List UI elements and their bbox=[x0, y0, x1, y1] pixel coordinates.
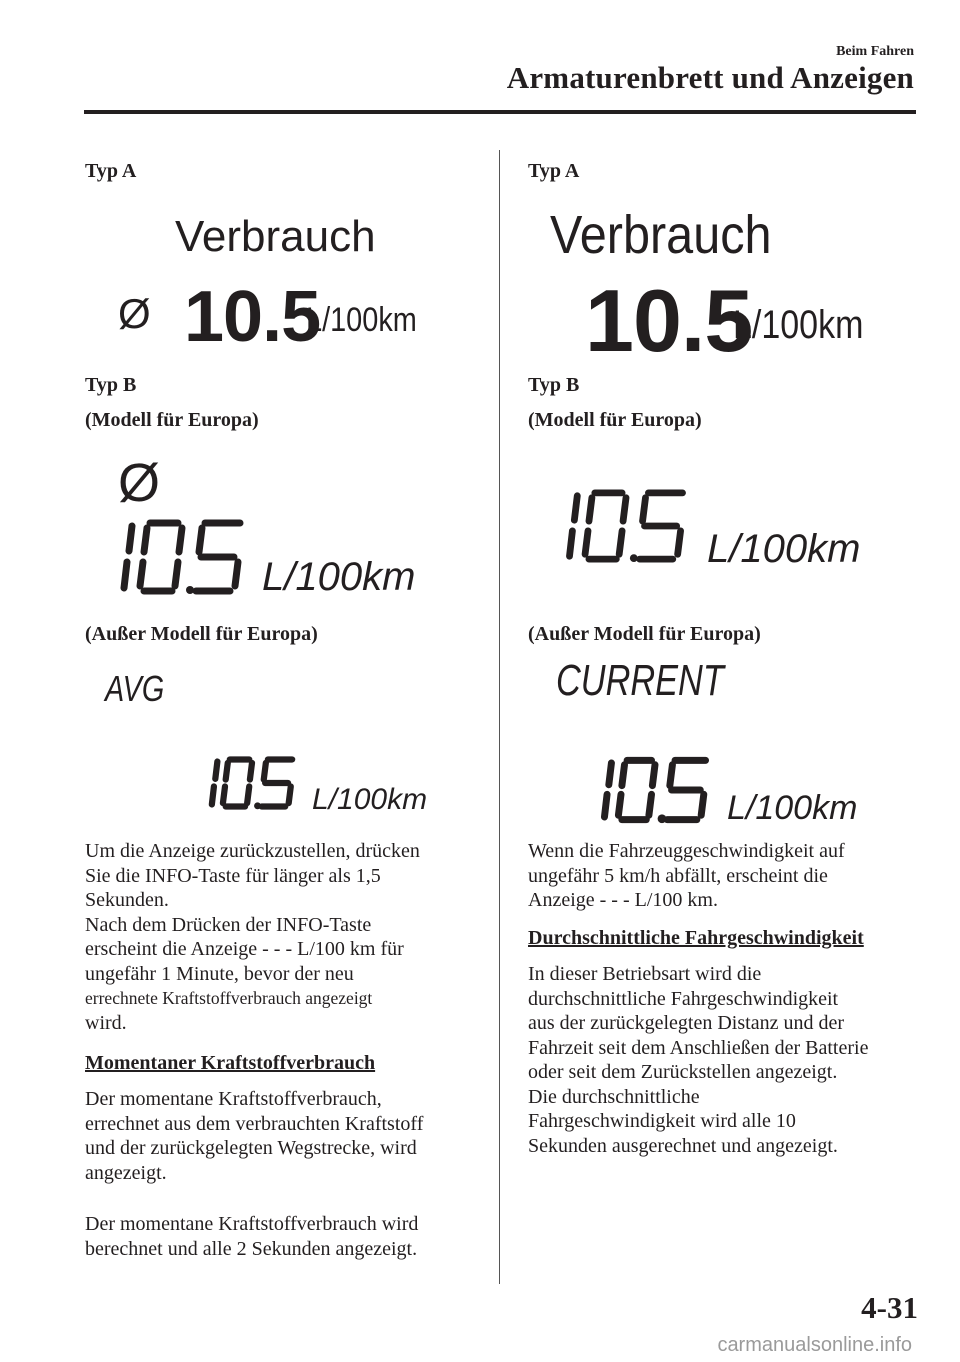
current-label: CURRENT bbox=[556, 656, 724, 705]
section-label: Beim Fahren bbox=[836, 44, 914, 59]
text-line: Fahrgeschwindigkeit wird alle 10 bbox=[528, 1110, 796, 1132]
unit-label-right-a: L/100km bbox=[733, 303, 864, 347]
header-rule bbox=[84, 110, 916, 114]
segment-display-non-europe-left bbox=[200, 756, 304, 810]
text-line: durchschnittliche Fahrgeschwindigkeit bbox=[528, 987, 839, 1010]
text-line: Wenn die Fahrzeuggeschwindigkeit auf bbox=[528, 840, 845, 862]
unit-label-europe-right: L/100km bbox=[707, 527, 861, 571]
unit-label-europe-left: L/100km bbox=[262, 555, 416, 599]
low-speed-note bbox=[528, 839, 928, 913]
avg-speed-description bbox=[528, 962, 928, 1158]
text-line: errechnet aus dem verbrauchten Kraftstoff bbox=[85, 1112, 424, 1135]
segment-display-europe-right bbox=[557, 488, 695, 564]
europe-label-left: (Modell für Europa) bbox=[85, 409, 259, 431]
text-line: oder seit dem Zurückstellen angezeigt. bbox=[528, 1061, 838, 1083]
text-line: Der momentane Kraftstoffverbrauch, bbox=[85, 1088, 382, 1110]
text-line: Anzeige - - - L/100 km. bbox=[528, 889, 718, 911]
non-europe-label-right: (Außer Modell für Europa) bbox=[528, 623, 761, 645]
momentary-description bbox=[85, 1087, 485, 1185]
typ-a-label-left: Typ A bbox=[85, 160, 137, 182]
text-line: und der zurückgelegten Wegstrecke, wird bbox=[85, 1137, 417, 1159]
europe-label-right: (Modell für Europa) bbox=[528, 409, 702, 431]
text-line: angezeigt. bbox=[85, 1161, 167, 1184]
reset-instructions bbox=[85, 839, 485, 1035]
avg-speed-heading: Durchschnittliche Fahrgeschwindigkeit bbox=[528, 927, 864, 949]
unit-label-non-europe-right: L/100km bbox=[727, 789, 858, 827]
text-line: berechnet und alle 2 Sekunden angezeigt. bbox=[85, 1237, 418, 1260]
segment-display-non-europe-right bbox=[594, 756, 716, 824]
text-line: Nach dem Drücken der INFO-Taste bbox=[85, 913, 372, 936]
text-line: Sekunden ausgerechnet und angezeigt. bbox=[528, 1134, 838, 1157]
page-number: 4-31 bbox=[861, 1290, 918, 1325]
verbrauch-word-right: Verbrauch bbox=[550, 205, 772, 265]
average-symbol-europe-left: Ø bbox=[118, 453, 161, 513]
text-line: Fahrzeit seit dem Anschließen der Batterie bbox=[528, 1036, 869, 1059]
unit-label-left-a: L/100km bbox=[306, 301, 417, 339]
text-line: Die durchschnittliche bbox=[528, 1085, 700, 1108]
text-line: ungefähr 1 Minute, bevor der neu bbox=[85, 962, 354, 985]
unit-label-non-europe-left: L/100km bbox=[312, 783, 428, 816]
avg-label: AVG bbox=[105, 668, 165, 709]
text-line: aus der zurückgelegten Distanz und der bbox=[528, 1012, 844, 1034]
text-line: Sie die INFO-Taste für länger als 1,5 bbox=[85, 864, 381, 887]
text-line: errechnete Kraftstoffverbrauch angezeigt bbox=[85, 988, 373, 1008]
text-line: Der momentane Kraftstoffverbrauch wird bbox=[85, 1213, 419, 1235]
consumption-value-right: 10.5 bbox=[585, 271, 753, 370]
average-symbol-left: Ø bbox=[118, 290, 151, 337]
momentary-description-2 bbox=[85, 1212, 485, 1261]
column-divider bbox=[499, 150, 500, 1284]
page-title: Armaturenbrett und Anzeigen bbox=[506, 60, 914, 95]
momentary-heading: Momentaner Kraftstoffverbrauch bbox=[85, 1052, 376, 1074]
text-line: Sekunden. bbox=[85, 889, 169, 911]
text-line: In dieser Betriebsart wird die bbox=[528, 963, 762, 985]
consumption-value-left: 10.5 bbox=[184, 277, 321, 357]
typ-b-label-left: Typ B bbox=[85, 374, 137, 396]
text-line: ungefähr 5 km/h abfällt, erscheint die bbox=[528, 864, 828, 887]
text-line: Um die Anzeige zurückzustellen, drücken bbox=[85, 840, 420, 862]
watermark: carmanualsonline.info bbox=[717, 1334, 912, 1356]
segment-display-europe-left bbox=[112, 518, 252, 596]
typ-b-label-right: Typ B bbox=[528, 374, 580, 396]
text-line: wird. bbox=[85, 1011, 127, 1034]
non-europe-label-left: (Außer Modell für Europa) bbox=[85, 623, 318, 645]
typ-a-label-right: Typ A bbox=[528, 160, 580, 182]
verbrauch-word-left: Verbrauch bbox=[175, 212, 376, 261]
text-line: erscheint die Anzeige - - - L/100 km für bbox=[85, 938, 404, 960]
